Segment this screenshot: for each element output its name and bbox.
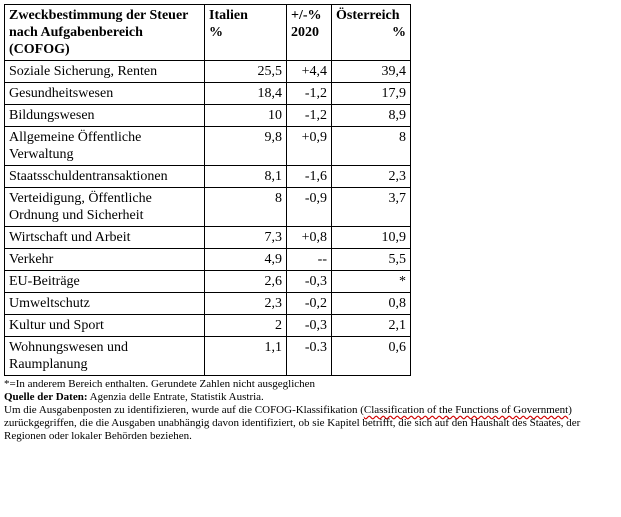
method-cofog-name: Classification of the Functions of Government (363, 404, 569, 416)
footnote: *=In anderem Bereich enthalten. Gerundete Zahlen nicht ausgeglichen (4, 378, 316, 390)
header-italy-label: Italien (209, 8, 248, 23)
table-row (5, 293, 411, 315)
header-change-label: +/-% (291, 8, 322, 23)
cell-change: -- (287, 249, 332, 271)
table-row (5, 227, 411, 249)
header-austria (332, 5, 411, 61)
cofog-table (4, 4, 411, 376)
table-row (5, 315, 411, 337)
cell-italy: 8,1 (205, 166, 287, 188)
source-text: Agenzia delle Entrate, Statistik Austria. (89, 391, 264, 403)
cell-austria: 5,5 (332, 249, 411, 271)
cell-area: Wohnungswesen und Raumplanung (5, 337, 205, 376)
table-row (5, 271, 411, 293)
cell-area: Staatsschuldentransaktionen (5, 166, 205, 188)
header-area: Zweckbestimmung der Steuer nach Aufgabenbereich (COFOG) (5, 5, 205, 61)
cell-change: -0.3 (287, 337, 332, 376)
table-row (5, 337, 411, 376)
cell-change: -0,3 (287, 315, 332, 337)
cell-italy: 7,3 (205, 227, 287, 249)
cell-change: +0,9 (287, 127, 332, 166)
cell-austria: 17,9 (332, 83, 411, 105)
notes (4, 378, 616, 443)
cell-italy: 18,4 (205, 83, 287, 105)
cell-austria: 39,4 (332, 61, 411, 83)
table-row (5, 61, 411, 83)
cell-italy: 8 (205, 188, 287, 227)
table-row (5, 249, 411, 271)
header-austria-label: Österreich (336, 8, 400, 23)
source-line (4, 391, 616, 404)
cell-austria: 0,8 (332, 293, 411, 315)
cell-change: +0,8 (287, 227, 332, 249)
cell-italy: 1,1 (205, 337, 287, 376)
source-label: Quelle der Daten: (4, 391, 88, 403)
cell-area: Kultur und Sport (5, 315, 205, 337)
cell-italy: 4,9 (205, 249, 287, 271)
table-body (5, 61, 411, 376)
header-row (5, 5, 411, 61)
cell-italy: 9,8 (205, 127, 287, 166)
cell-austria: 10,9 (332, 227, 411, 249)
table-row (5, 127, 411, 166)
cell-austria: 8,9 (332, 105, 411, 127)
cell-italy: 2,3 (205, 293, 287, 315)
cell-austria: 2,1 (332, 315, 411, 337)
cell-area: Gesundheitswesen (5, 83, 205, 105)
cell-change: -1,6 (287, 166, 332, 188)
cell-italy: 2 (205, 315, 287, 337)
cell-area: Soziale Sicherung, Renten (5, 61, 205, 83)
cell-austria: 8 (332, 127, 411, 166)
table-row (5, 188, 411, 227)
header-change (287, 5, 332, 61)
cell-change: +4,4 (287, 61, 332, 83)
cell-area: Allgemeine Öffentliche Verwaltung (5, 127, 205, 166)
cell-italy: 2,6 (205, 271, 287, 293)
method-text-2: ) zurückgegriffen, die die Ausgaben unabhängig davon identifiziert, ob sie Kapitel betrifft, die sich auf den Haushalt des Staates, der Regionen oder lokaler Behörden beziehen. (4, 404, 581, 442)
table-row (5, 105, 411, 127)
cell-austria: * (332, 271, 411, 293)
cell-change: -0,3 (287, 271, 332, 293)
method-note (4, 404, 616, 443)
cell-change: -1,2 (287, 105, 332, 127)
header-austria-unit: % (392, 25, 406, 40)
cell-area: Wirtschaft und Arbeit (5, 227, 205, 249)
cell-area: Umweltschutz (5, 293, 205, 315)
header-change-year: 2020 (291, 25, 319, 40)
cell-area: Bildungswesen (5, 105, 205, 127)
cell-change: -1,2 (287, 83, 332, 105)
cell-austria: 0,6 (332, 337, 411, 376)
cell-austria: 3,7 (332, 188, 411, 227)
table-row (5, 166, 411, 188)
header-italy-unit: % (209, 25, 223, 40)
table-row (5, 83, 411, 105)
document (4, 4, 616, 443)
header-italy (205, 5, 287, 61)
cell-italy: 10 (205, 105, 287, 127)
cell-area: EU-Beiträge (5, 271, 205, 293)
method-text-1: Um die Ausgabenposten zu identifizieren, wurde auf die COFOG-Klassifikation ( (4, 404, 364, 416)
cell-area: Verkehr (5, 249, 205, 271)
cell-area: Verteidigung, Öffentliche Ordnung und Sicherheit (5, 188, 205, 227)
cell-change: -0,9 (287, 188, 332, 227)
cell-italy: 25,5 (205, 61, 287, 83)
cell-change: -0,2 (287, 293, 332, 315)
cell-austria: 2,3 (332, 166, 411, 188)
